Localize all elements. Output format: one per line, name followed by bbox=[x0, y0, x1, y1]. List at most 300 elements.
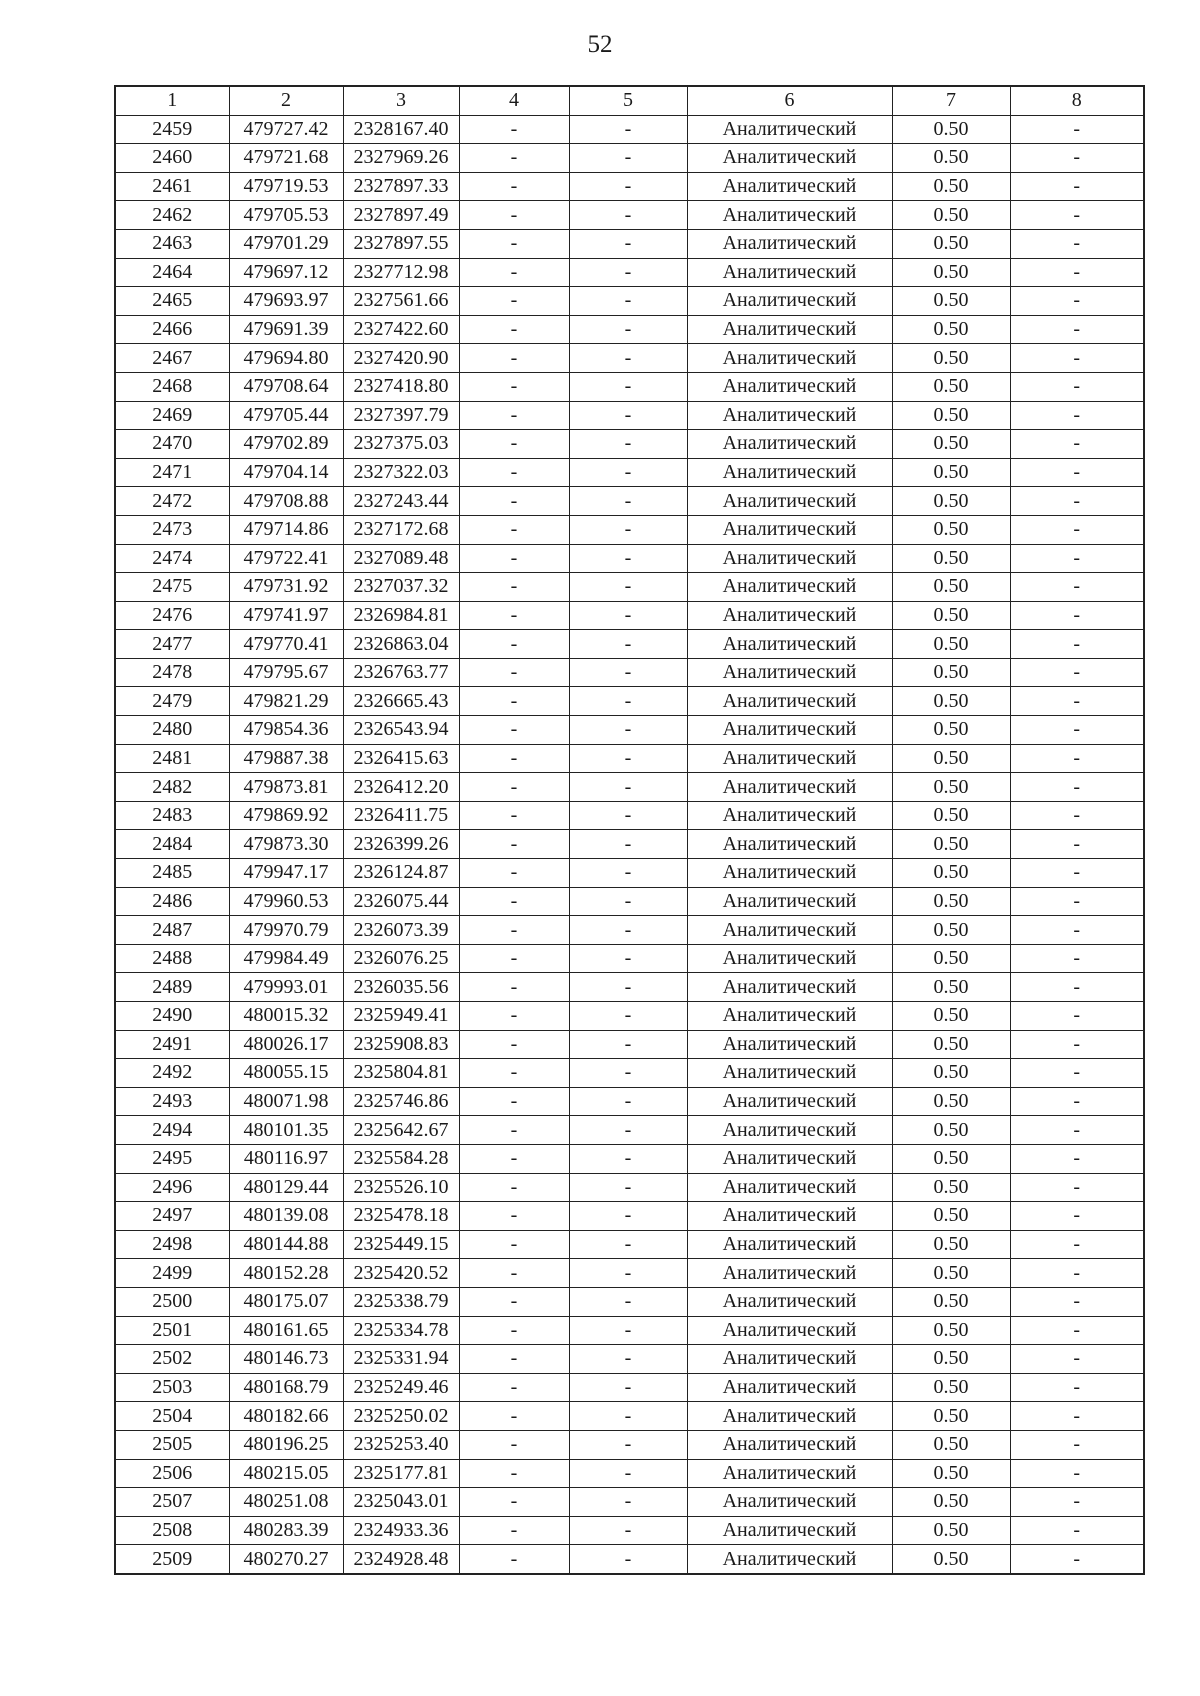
column-8-value-cell: - bbox=[1010, 287, 1144, 316]
column-4-value-cell: - bbox=[459, 344, 569, 373]
column-header: 7 bbox=[892, 86, 1010, 115]
column-8-value-cell: - bbox=[1010, 1230, 1144, 1259]
method-cell: Аналитический bbox=[687, 601, 892, 630]
y-coordinate-cell: 2326665.43 bbox=[343, 687, 459, 716]
table-row bbox=[115, 458, 1144, 487]
y-coordinate-cell: 2326035.56 bbox=[343, 973, 459, 1002]
x-coordinate-cell: 479869.92 bbox=[229, 801, 343, 830]
x-coordinate-cell: 480144.88 bbox=[229, 1230, 343, 1259]
column-5-value-cell: - bbox=[569, 630, 687, 659]
column-4-value-cell: - bbox=[459, 1230, 569, 1259]
column-4-value-cell: - bbox=[459, 1202, 569, 1231]
accuracy-cell: 0.50 bbox=[892, 487, 1010, 516]
column-5-value-cell: - bbox=[569, 515, 687, 544]
table-row bbox=[115, 1116, 1144, 1145]
x-coordinate-cell: 479708.88 bbox=[229, 487, 343, 516]
y-coordinate-cell: 2326412.20 bbox=[343, 773, 459, 802]
table-row bbox=[115, 830, 1144, 859]
column-4-value-cell: - bbox=[459, 1030, 569, 1059]
method-cell: Аналитический bbox=[687, 430, 892, 459]
y-coordinate-cell: 2324928.48 bbox=[343, 1545, 459, 1574]
x-coordinate-cell: 480055.15 bbox=[229, 1059, 343, 1088]
method-cell: Аналитический bbox=[687, 1087, 892, 1116]
column-4-value-cell: - bbox=[459, 1144, 569, 1173]
x-coordinate-cell: 480215.05 bbox=[229, 1459, 343, 1488]
x-coordinate-cell: 479705.44 bbox=[229, 401, 343, 430]
accuracy-cell: 0.50 bbox=[892, 630, 1010, 659]
point-number-cell: 2505 bbox=[115, 1430, 229, 1459]
column-4-value-cell: - bbox=[459, 115, 569, 144]
y-coordinate-cell: 2327418.80 bbox=[343, 372, 459, 401]
accuracy-cell: 0.50 bbox=[892, 1287, 1010, 1316]
table-row bbox=[115, 744, 1144, 773]
accuracy-cell: 0.50 bbox=[892, 1430, 1010, 1459]
column-8-value-cell: - bbox=[1010, 630, 1144, 659]
y-coordinate-cell: 2327897.33 bbox=[343, 172, 459, 201]
column-8-value-cell: - bbox=[1010, 744, 1144, 773]
column-4-value-cell: - bbox=[459, 1002, 569, 1031]
table-row bbox=[115, 258, 1144, 287]
table-row bbox=[115, 1545, 1144, 1574]
table-row bbox=[115, 1430, 1144, 1459]
column-4-value-cell: - bbox=[459, 1516, 569, 1545]
accuracy-cell: 0.50 bbox=[892, 601, 1010, 630]
method-cell: Аналитический bbox=[687, 1402, 892, 1431]
column-8-value-cell: - bbox=[1010, 1459, 1144, 1488]
point-number-cell: 2475 bbox=[115, 573, 229, 602]
column-header: 6 bbox=[687, 86, 892, 115]
accuracy-cell: 0.50 bbox=[892, 372, 1010, 401]
table-row bbox=[115, 1488, 1144, 1517]
y-coordinate-cell: 2325253.40 bbox=[343, 1430, 459, 1459]
x-coordinate-cell: 480146.73 bbox=[229, 1345, 343, 1374]
point-number-cell: 2493 bbox=[115, 1087, 229, 1116]
column-5-value-cell: - bbox=[569, 973, 687, 1002]
y-coordinate-cell: 2325584.28 bbox=[343, 1144, 459, 1173]
column-4-value-cell: - bbox=[459, 1087, 569, 1116]
column-5-value-cell: - bbox=[569, 658, 687, 687]
point-number-cell: 2491 bbox=[115, 1030, 229, 1059]
column-8-value-cell: - bbox=[1010, 430, 1144, 459]
method-cell: Аналитический bbox=[687, 1002, 892, 1031]
method-cell: Аналитический bbox=[687, 515, 892, 544]
y-coordinate-cell: 2325177.81 bbox=[343, 1459, 459, 1488]
column-header: 5 bbox=[569, 86, 687, 115]
accuracy-cell: 0.50 bbox=[892, 658, 1010, 687]
column-header: 8 bbox=[1010, 86, 1144, 115]
column-5-value-cell: - bbox=[569, 944, 687, 973]
point-number-cell: 2492 bbox=[115, 1059, 229, 1088]
x-coordinate-cell: 479701.29 bbox=[229, 229, 343, 258]
column-5-value-cell: - bbox=[569, 1116, 687, 1145]
column-8-value-cell: - bbox=[1010, 487, 1144, 516]
point-number-cell: 2497 bbox=[115, 1202, 229, 1231]
table-row bbox=[115, 172, 1144, 201]
y-coordinate-cell: 2325526.10 bbox=[343, 1173, 459, 1202]
column-8-value-cell: - bbox=[1010, 1144, 1144, 1173]
point-number-cell: 2471 bbox=[115, 458, 229, 487]
point-number-cell: 2483 bbox=[115, 801, 229, 830]
x-coordinate-cell: 480152.28 bbox=[229, 1259, 343, 1288]
x-coordinate-cell: 479697.12 bbox=[229, 258, 343, 287]
method-cell: Аналитический bbox=[687, 258, 892, 287]
column-4-value-cell: - bbox=[459, 315, 569, 344]
table-row bbox=[115, 115, 1144, 144]
point-number-cell: 2467 bbox=[115, 344, 229, 373]
point-number-cell: 2503 bbox=[115, 1373, 229, 1402]
column-5-value-cell: - bbox=[569, 687, 687, 716]
column-5-value-cell: - bbox=[569, 1545, 687, 1574]
column-4-value-cell: - bbox=[459, 944, 569, 973]
column-8-value-cell: - bbox=[1010, 1545, 1144, 1574]
method-cell: Аналитический bbox=[687, 887, 892, 916]
table-row bbox=[115, 229, 1144, 258]
method-cell: Аналитический bbox=[687, 458, 892, 487]
table-row bbox=[115, 859, 1144, 888]
column-5-value-cell: - bbox=[569, 258, 687, 287]
column-4-value-cell: - bbox=[459, 601, 569, 630]
y-coordinate-cell: 2326984.81 bbox=[343, 601, 459, 630]
table-row bbox=[115, 801, 1144, 830]
x-coordinate-cell: 480182.66 bbox=[229, 1402, 343, 1431]
accuracy-cell: 0.50 bbox=[892, 573, 1010, 602]
method-cell: Аналитический bbox=[687, 630, 892, 659]
column-5-value-cell: - bbox=[569, 1144, 687, 1173]
point-number-cell: 2472 bbox=[115, 487, 229, 516]
column-4-value-cell: - bbox=[459, 229, 569, 258]
y-coordinate-cell: 2325449.15 bbox=[343, 1230, 459, 1259]
x-coordinate-cell: 479705.53 bbox=[229, 201, 343, 230]
column-5-value-cell: - bbox=[569, 744, 687, 773]
x-coordinate-cell: 480283.39 bbox=[229, 1516, 343, 1545]
method-cell: Аналитический bbox=[687, 1345, 892, 1374]
method-cell: Аналитический bbox=[687, 1287, 892, 1316]
column-5-value-cell: - bbox=[569, 458, 687, 487]
table-row bbox=[115, 1259, 1144, 1288]
column-5-value-cell: - bbox=[569, 372, 687, 401]
x-coordinate-cell: 479693.97 bbox=[229, 287, 343, 316]
table-row bbox=[115, 201, 1144, 230]
column-5-value-cell: - bbox=[569, 1488, 687, 1517]
column-8-value-cell: - bbox=[1010, 1345, 1144, 1374]
column-4-value-cell: - bbox=[459, 201, 569, 230]
column-5-value-cell: - bbox=[569, 144, 687, 173]
table-row bbox=[115, 1087, 1144, 1116]
method-cell: Аналитический bbox=[687, 287, 892, 316]
column-4-value-cell: - bbox=[459, 887, 569, 916]
accuracy-cell: 0.50 bbox=[892, 172, 1010, 201]
column-8-value-cell: - bbox=[1010, 1402, 1144, 1431]
column-4-value-cell: - bbox=[459, 1345, 569, 1374]
x-coordinate-cell: 479795.67 bbox=[229, 658, 343, 687]
column-8-value-cell: - bbox=[1010, 1287, 1144, 1316]
column-5-value-cell: - bbox=[569, 887, 687, 916]
accuracy-cell: 0.50 bbox=[892, 1345, 1010, 1374]
accuracy-cell: 0.50 bbox=[892, 229, 1010, 258]
column-8-value-cell: - bbox=[1010, 716, 1144, 745]
table-row bbox=[115, 515, 1144, 544]
x-coordinate-cell: 479993.01 bbox=[229, 973, 343, 1002]
point-number-cell: 2474 bbox=[115, 544, 229, 573]
point-number-cell: 2481 bbox=[115, 744, 229, 773]
column-4-value-cell: - bbox=[459, 1402, 569, 1431]
table-row bbox=[115, 716, 1144, 745]
column-8-value-cell: - bbox=[1010, 944, 1144, 973]
column-4-value-cell: - bbox=[459, 458, 569, 487]
table-row bbox=[115, 401, 1144, 430]
point-number-cell: 2468 bbox=[115, 372, 229, 401]
y-coordinate-cell: 2326543.94 bbox=[343, 716, 459, 745]
y-coordinate-cell: 2325334.78 bbox=[343, 1316, 459, 1345]
column-5-value-cell: - bbox=[569, 801, 687, 830]
x-coordinate-cell: 480071.98 bbox=[229, 1087, 343, 1116]
column-5-value-cell: - bbox=[569, 1459, 687, 1488]
method-cell: Аналитический bbox=[687, 1030, 892, 1059]
accuracy-cell: 0.50 bbox=[892, 287, 1010, 316]
point-number-cell: 2462 bbox=[115, 201, 229, 230]
y-coordinate-cell: 2327712.98 bbox=[343, 258, 459, 287]
x-coordinate-cell: 479947.17 bbox=[229, 859, 343, 888]
y-coordinate-cell: 2324933.36 bbox=[343, 1516, 459, 1545]
accuracy-cell: 0.50 bbox=[892, 916, 1010, 945]
column-4-value-cell: - bbox=[459, 773, 569, 802]
accuracy-cell: 0.50 bbox=[892, 716, 1010, 745]
table-header-row bbox=[115, 86, 1144, 115]
accuracy-cell: 0.50 bbox=[892, 1545, 1010, 1574]
accuracy-cell: 0.50 bbox=[892, 973, 1010, 1002]
x-coordinate-cell: 480101.35 bbox=[229, 1116, 343, 1145]
column-5-value-cell: - bbox=[569, 1316, 687, 1345]
table-row bbox=[115, 1030, 1144, 1059]
accuracy-cell: 0.50 bbox=[892, 544, 1010, 573]
column-8-value-cell: - bbox=[1010, 258, 1144, 287]
table-row bbox=[115, 1144, 1144, 1173]
x-coordinate-cell: 480015.32 bbox=[229, 1002, 343, 1031]
column-8-value-cell: - bbox=[1010, 773, 1144, 802]
column-5-value-cell: - bbox=[569, 401, 687, 430]
accuracy-cell: 0.50 bbox=[892, 1459, 1010, 1488]
column-5-value-cell: - bbox=[569, 1002, 687, 1031]
table-row bbox=[115, 344, 1144, 373]
accuracy-cell: 0.50 bbox=[892, 1488, 1010, 1517]
table-row bbox=[115, 973, 1144, 1002]
accuracy-cell: 0.50 bbox=[892, 1116, 1010, 1145]
y-coordinate-cell: 2327420.90 bbox=[343, 344, 459, 373]
method-cell: Аналитический bbox=[687, 172, 892, 201]
table-row bbox=[115, 773, 1144, 802]
point-number-cell: 2509 bbox=[115, 1545, 229, 1574]
accuracy-cell: 0.50 bbox=[892, 515, 1010, 544]
method-cell: Аналитический bbox=[687, 229, 892, 258]
point-number-cell: 2489 bbox=[115, 973, 229, 1002]
table-row bbox=[115, 144, 1144, 173]
x-coordinate-cell: 480175.07 bbox=[229, 1287, 343, 1316]
method-cell: Аналитический bbox=[687, 372, 892, 401]
column-4-value-cell: - bbox=[459, 1059, 569, 1088]
column-8-value-cell: - bbox=[1010, 1087, 1144, 1116]
table-row bbox=[115, 1230, 1144, 1259]
y-coordinate-cell: 2326076.25 bbox=[343, 944, 459, 973]
column-5-value-cell: - bbox=[569, 1059, 687, 1088]
column-4-value-cell: - bbox=[459, 744, 569, 773]
column-5-value-cell: - bbox=[569, 716, 687, 745]
y-coordinate-cell: 2327897.49 bbox=[343, 201, 459, 230]
column-8-value-cell: - bbox=[1010, 1202, 1144, 1231]
column-5-value-cell: - bbox=[569, 544, 687, 573]
x-coordinate-cell: 479984.49 bbox=[229, 944, 343, 973]
point-number-cell: 2501 bbox=[115, 1316, 229, 1345]
x-coordinate-cell: 480129.44 bbox=[229, 1173, 343, 1202]
y-coordinate-cell: 2326415.63 bbox=[343, 744, 459, 773]
method-cell: Аналитический bbox=[687, 1488, 892, 1517]
method-cell: Аналитический bbox=[687, 716, 892, 745]
x-coordinate-cell: 479821.29 bbox=[229, 687, 343, 716]
point-number-cell: 2459 bbox=[115, 115, 229, 144]
point-number-cell: 2470 bbox=[115, 430, 229, 459]
column-4-value-cell: - bbox=[459, 401, 569, 430]
y-coordinate-cell: 2326124.87 bbox=[343, 859, 459, 888]
y-coordinate-cell: 2327561.66 bbox=[343, 287, 459, 316]
y-coordinate-cell: 2325642.67 bbox=[343, 1116, 459, 1145]
method-cell: Аналитический bbox=[687, 944, 892, 973]
point-number-cell: 2465 bbox=[115, 287, 229, 316]
x-coordinate-cell: 480251.08 bbox=[229, 1488, 343, 1517]
table-row bbox=[115, 916, 1144, 945]
table-row bbox=[115, 487, 1144, 516]
point-number-cell: 2487 bbox=[115, 916, 229, 945]
column-5-value-cell: - bbox=[569, 859, 687, 888]
accuracy-cell: 0.50 bbox=[892, 1402, 1010, 1431]
table-row bbox=[115, 630, 1144, 659]
point-number-cell: 2484 bbox=[115, 830, 229, 859]
method-cell: Аналитический bbox=[687, 973, 892, 1002]
column-8-value-cell: - bbox=[1010, 687, 1144, 716]
column-8-value-cell: - bbox=[1010, 601, 1144, 630]
accuracy-cell: 0.50 bbox=[892, 1202, 1010, 1231]
column-8-value-cell: - bbox=[1010, 1116, 1144, 1145]
x-coordinate-cell: 480026.17 bbox=[229, 1030, 343, 1059]
column-8-value-cell: - bbox=[1010, 1516, 1144, 1545]
column-4-value-cell: - bbox=[459, 973, 569, 1002]
x-coordinate-cell: 479727.42 bbox=[229, 115, 343, 144]
column-4-value-cell: - bbox=[459, 630, 569, 659]
table-body bbox=[115, 115, 1144, 1574]
column-header: 4 bbox=[459, 86, 569, 115]
x-coordinate-cell: 480116.97 bbox=[229, 1144, 343, 1173]
column-4-value-cell: - bbox=[459, 1488, 569, 1517]
column-header: 1 bbox=[115, 86, 229, 115]
x-coordinate-cell: 480270.27 bbox=[229, 1545, 343, 1574]
y-coordinate-cell: 2325949.41 bbox=[343, 1002, 459, 1031]
column-4-value-cell: - bbox=[459, 1545, 569, 1574]
x-coordinate-cell: 479702.89 bbox=[229, 430, 343, 459]
method-cell: Аналитический bbox=[687, 773, 892, 802]
y-coordinate-cell: 2326073.39 bbox=[343, 916, 459, 945]
x-coordinate-cell: 479704.14 bbox=[229, 458, 343, 487]
page-number: 52 bbox=[587, 31, 613, 58]
method-cell: Аналитический bbox=[687, 573, 892, 602]
accuracy-cell: 0.50 bbox=[892, 115, 1010, 144]
table-row bbox=[115, 1459, 1144, 1488]
accuracy-cell: 0.50 bbox=[892, 258, 1010, 287]
column-8-value-cell: - bbox=[1010, 1430, 1144, 1459]
x-coordinate-cell: 479694.80 bbox=[229, 344, 343, 373]
column-8-value-cell: - bbox=[1010, 315, 1144, 344]
column-8-value-cell: - bbox=[1010, 515, 1144, 544]
column-5-value-cell: - bbox=[569, 1030, 687, 1059]
point-number-cell: 2498 bbox=[115, 1230, 229, 1259]
method-cell: Аналитический bbox=[687, 1373, 892, 1402]
x-coordinate-cell: 480168.79 bbox=[229, 1373, 343, 1402]
column-8-value-cell: - bbox=[1010, 144, 1144, 173]
method-cell: Аналитический bbox=[687, 687, 892, 716]
column-8-value-cell: - bbox=[1010, 1373, 1144, 1402]
accuracy-cell: 0.50 bbox=[892, 944, 1010, 973]
accuracy-cell: 0.50 bbox=[892, 1173, 1010, 1202]
x-coordinate-cell: 479887.38 bbox=[229, 744, 343, 773]
method-cell: Аналитический bbox=[687, 544, 892, 573]
column-8-value-cell: - bbox=[1010, 372, 1144, 401]
point-number-cell: 2485 bbox=[115, 859, 229, 888]
accuracy-cell: 0.50 bbox=[892, 315, 1010, 344]
x-coordinate-cell: 479719.53 bbox=[229, 172, 343, 201]
y-coordinate-cell: 2327089.48 bbox=[343, 544, 459, 573]
column-5-value-cell: - bbox=[569, 1373, 687, 1402]
x-coordinate-cell: 479854.36 bbox=[229, 716, 343, 745]
y-coordinate-cell: 2327037.32 bbox=[343, 573, 459, 602]
column-8-value-cell: - bbox=[1010, 859, 1144, 888]
method-cell: Аналитический bbox=[687, 115, 892, 144]
y-coordinate-cell: 2327422.60 bbox=[343, 315, 459, 344]
y-coordinate-cell: 2325250.02 bbox=[343, 1402, 459, 1431]
point-number-cell: 2488 bbox=[115, 944, 229, 973]
accuracy-cell: 0.50 bbox=[892, 1002, 1010, 1031]
column-5-value-cell: - bbox=[569, 430, 687, 459]
point-number-cell: 2476 bbox=[115, 601, 229, 630]
column-5-value-cell: - bbox=[569, 115, 687, 144]
accuracy-cell: 0.50 bbox=[892, 830, 1010, 859]
column-4-value-cell: - bbox=[459, 487, 569, 516]
column-5-value-cell: - bbox=[569, 1345, 687, 1374]
y-coordinate-cell: 2326411.75 bbox=[343, 801, 459, 830]
column-header: 3 bbox=[343, 86, 459, 115]
table-row bbox=[115, 1345, 1144, 1374]
method-cell: Аналитический bbox=[687, 859, 892, 888]
method-cell: Аналитический bbox=[687, 1144, 892, 1173]
accuracy-cell: 0.50 bbox=[892, 144, 1010, 173]
column-8-value-cell: - bbox=[1010, 1030, 1144, 1059]
column-4-value-cell: - bbox=[459, 515, 569, 544]
table-row bbox=[115, 1373, 1144, 1402]
x-coordinate-cell: 479721.68 bbox=[229, 144, 343, 173]
x-coordinate-cell: 480139.08 bbox=[229, 1202, 343, 1231]
accuracy-cell: 0.50 bbox=[892, 1316, 1010, 1345]
column-8-value-cell: - bbox=[1010, 458, 1144, 487]
table-row bbox=[115, 573, 1144, 602]
point-number-cell: 2464 bbox=[115, 258, 229, 287]
accuracy-cell: 0.50 bbox=[892, 430, 1010, 459]
x-coordinate-cell: 479873.81 bbox=[229, 773, 343, 802]
point-number-cell: 2495 bbox=[115, 1144, 229, 1173]
method-cell: Аналитический bbox=[687, 401, 892, 430]
column-5-value-cell: - bbox=[569, 172, 687, 201]
column-5-value-cell: - bbox=[569, 601, 687, 630]
y-coordinate-cell: 2325478.18 bbox=[343, 1202, 459, 1231]
point-number-cell: 2486 bbox=[115, 887, 229, 916]
column-8-value-cell: - bbox=[1010, 201, 1144, 230]
accuracy-cell: 0.50 bbox=[892, 1516, 1010, 1545]
x-coordinate-cell: 480196.25 bbox=[229, 1430, 343, 1459]
